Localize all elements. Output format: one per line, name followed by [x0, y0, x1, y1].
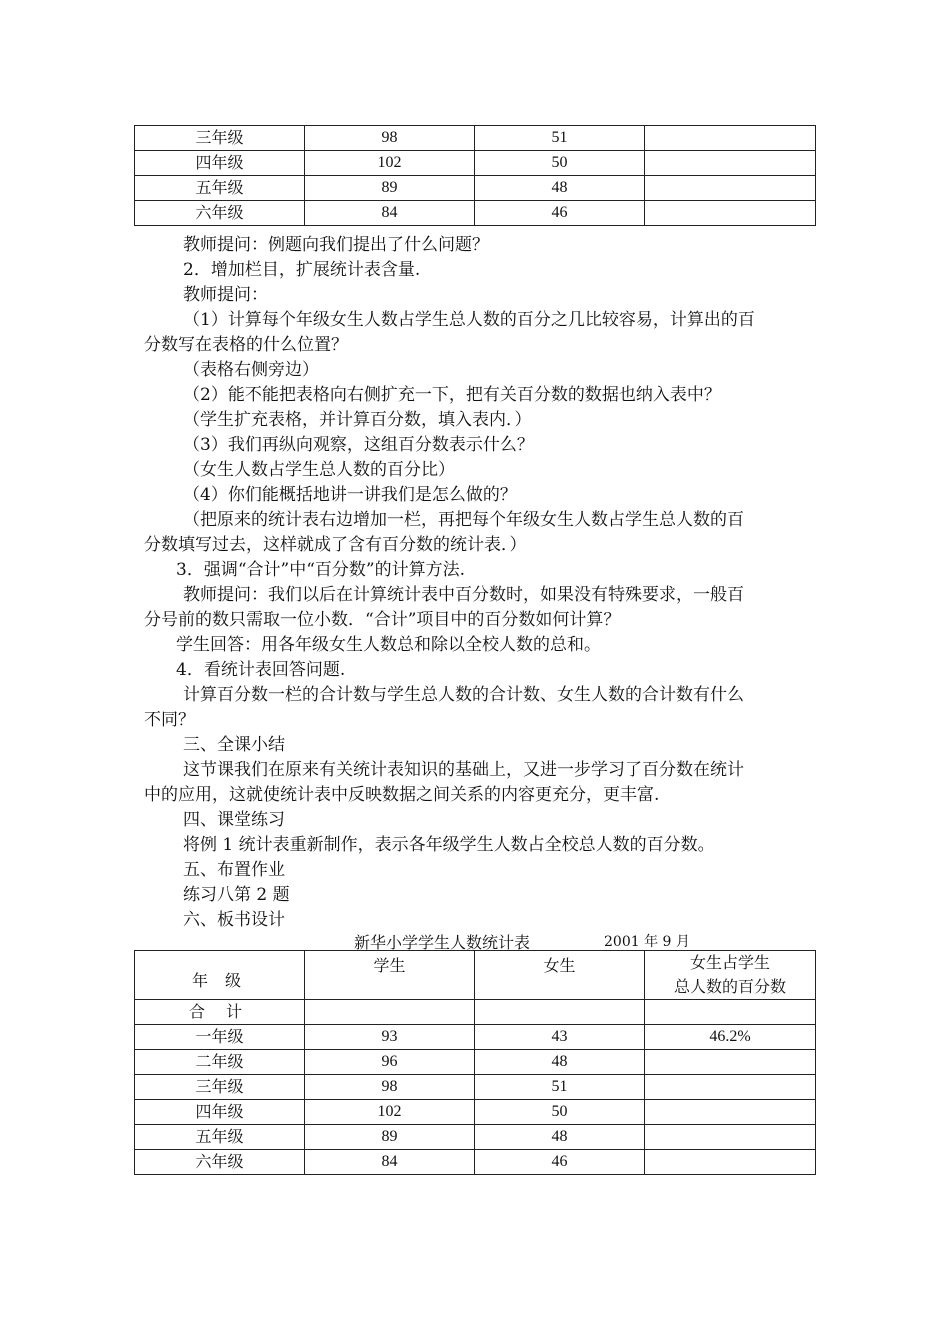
table-row — [135, 126, 816, 151]
body-line: （表格右侧旁边） — [183, 360, 319, 380]
girls-cell: 48 — [475, 176, 645, 201]
pct-cell — [645, 1150, 816, 1175]
header-grade: 年 级 — [135, 951, 305, 1000]
table-date: 2001 年 9 月 — [604, 934, 690, 950]
table-row — [135, 1075, 816, 1100]
body-line: （把原来的统计表右边增加一栏，再把每个年级女生人数占学生总人数的百 — [183, 510, 744, 530]
pct-cell — [645, 1100, 816, 1125]
pct-cell — [645, 1050, 816, 1075]
table-row — [135, 1050, 816, 1075]
body-line: （学生扩充表格，并计算百分数，填入表内．） — [183, 410, 532, 430]
students-cell: 98 — [305, 1075, 475, 1100]
grade-cell: 六年级 — [135, 1150, 305, 1175]
pct-cell — [645, 1125, 816, 1150]
body-line: 练习八第 2 题 — [183, 885, 290, 905]
section-heading: 三、全课小结 — [183, 735, 285, 755]
grade-cell: 五年级 — [135, 1125, 305, 1150]
girls-cell: 48 — [475, 1125, 645, 1150]
students-cell: 96 — [305, 1050, 475, 1075]
grade-cell: 二年级 — [135, 1050, 305, 1075]
girls-cell: 50 — [475, 1100, 645, 1125]
students-cell: 93 — [305, 1025, 475, 1050]
table-row — [135, 1125, 816, 1150]
board-stats-table — [134, 950, 816, 1175]
grade-cell: 五年级 — [135, 176, 305, 201]
total-girls — [475, 1000, 645, 1025]
pct-cell — [645, 151, 816, 176]
body-line: 这节课我们在原来有关统计表知识的基础上，又进一步学习了百分数在统计 — [183, 760, 744, 780]
body-line: 学生回答：用各年级女生人数总和除以全校人数的总和。 — [176, 635, 601, 655]
table-row — [135, 201, 816, 226]
header-pct-line1: 女生占学生 — [689, 953, 770, 972]
pct-cell — [645, 176, 816, 201]
pct-cell — [645, 201, 816, 226]
table-row — [135, 151, 816, 176]
students-cell: 84 — [305, 201, 475, 226]
table-row — [135, 1025, 816, 1050]
grade-cell: 六年级 — [135, 201, 305, 226]
table-row — [135, 176, 816, 201]
pct-cell: 46.2% — [645, 1025, 816, 1050]
grade-cell: 三年级 — [135, 1075, 305, 1100]
grade-cell: 四年级 — [135, 151, 305, 176]
top-stats-table — [134, 125, 816, 226]
header-students: 学生 — [305, 951, 475, 1000]
body-line: 分数写在表格的什么位置？ — [144, 335, 348, 355]
grade-cell: 三年级 — [135, 126, 305, 151]
girls-cell: 43 — [475, 1025, 645, 1050]
header-girls: 女生 — [475, 951, 645, 1000]
total-students — [305, 1000, 475, 1025]
body-line: 将例 1 统计表重新制作，表示各年级学生人数占全校总人数的百分数。 — [183, 835, 715, 855]
girls-cell: 50 — [475, 151, 645, 176]
body-line: 分号前的数只需取一位小数．“合计”项目中的百分数如何计算？ — [144, 610, 621, 630]
body-line: 教师提问：我们以后在计算统计表中百分数时，如果没有特殊要求，一般百 — [183, 585, 744, 605]
body-line: 教师提问： — [183, 285, 268, 305]
students-cell: 84 — [305, 1150, 475, 1175]
table-caption: 新华小学学生人数统计表 — [354, 933, 531, 952]
body-line: （2）能不能把表格向右侧扩充一下，把有关百分数的数据也纳入表中？ — [183, 385, 721, 405]
total-label: 合 计 — [135, 1000, 305, 1025]
body-line: 4．看统计表回答问题. — [176, 660, 346, 680]
header-pct-line2: 总人数的百分数 — [673, 977, 786, 996]
section-heading: 四、课堂练习 — [183, 810, 285, 830]
table-row — [135, 1150, 816, 1175]
students-cell: 102 — [305, 1100, 475, 1125]
header-pct — [645, 951, 816, 1000]
body-line: （3）我们再纵向观察，这组百分数表示什么？ — [183, 435, 534, 455]
body-line: 计算百分数一栏的合计数与学生总人数的合计数、女生人数的合计数有什么 — [183, 685, 744, 705]
table-row — [135, 1100, 816, 1125]
body-line: 教师提问：例题向我们提出了什么问题？ — [183, 235, 489, 255]
students-cell: 102 — [305, 151, 475, 176]
girls-cell: 48 — [475, 1050, 645, 1075]
body-line: 中的应用，这就使统计表中反映数据之间关系的内容更充分，更丰富. — [144, 785, 660, 805]
pct-cell — [645, 1075, 816, 1100]
body-line: 2．增加栏目，扩展统计表含量. — [183, 260, 421, 280]
body-line: （4）你们能概括地讲一讲我们是怎么做的？ — [183, 485, 517, 505]
body-line: 不同？ — [144, 710, 195, 730]
total-row — [135, 1000, 816, 1025]
section-heading: 六、板书设计 — [183, 910, 285, 930]
body-line: 分数填写过去，这样就成了含有百分数的统计表．） — [144, 535, 527, 555]
header-row — [135, 951, 816, 1000]
body-line: （女生人数占学生总人数的百分比） — [183, 460, 455, 480]
students-cell: 89 — [305, 1125, 475, 1150]
girls-cell: 46 — [475, 201, 645, 226]
body-line: 3．强调“合计”中“百分数”的计算方法. — [176, 560, 465, 580]
grade-cell: 一年级 — [135, 1025, 305, 1050]
girls-cell: 46 — [475, 1150, 645, 1175]
grade-cell: 四年级 — [135, 1100, 305, 1125]
total-pct — [645, 1000, 816, 1025]
girls-cell: 51 — [475, 1075, 645, 1100]
pct-cell — [645, 126, 816, 151]
students-cell: 89 — [305, 176, 475, 201]
section-heading: 五、布置作业 — [183, 860, 285, 880]
body-line: （1）计算每个年级女生人数占学生总人数的百分之几比较容易，计算出的百 — [183, 310, 755, 330]
students-cell: 98 — [305, 126, 475, 151]
girls-cell: 51 — [475, 126, 645, 151]
